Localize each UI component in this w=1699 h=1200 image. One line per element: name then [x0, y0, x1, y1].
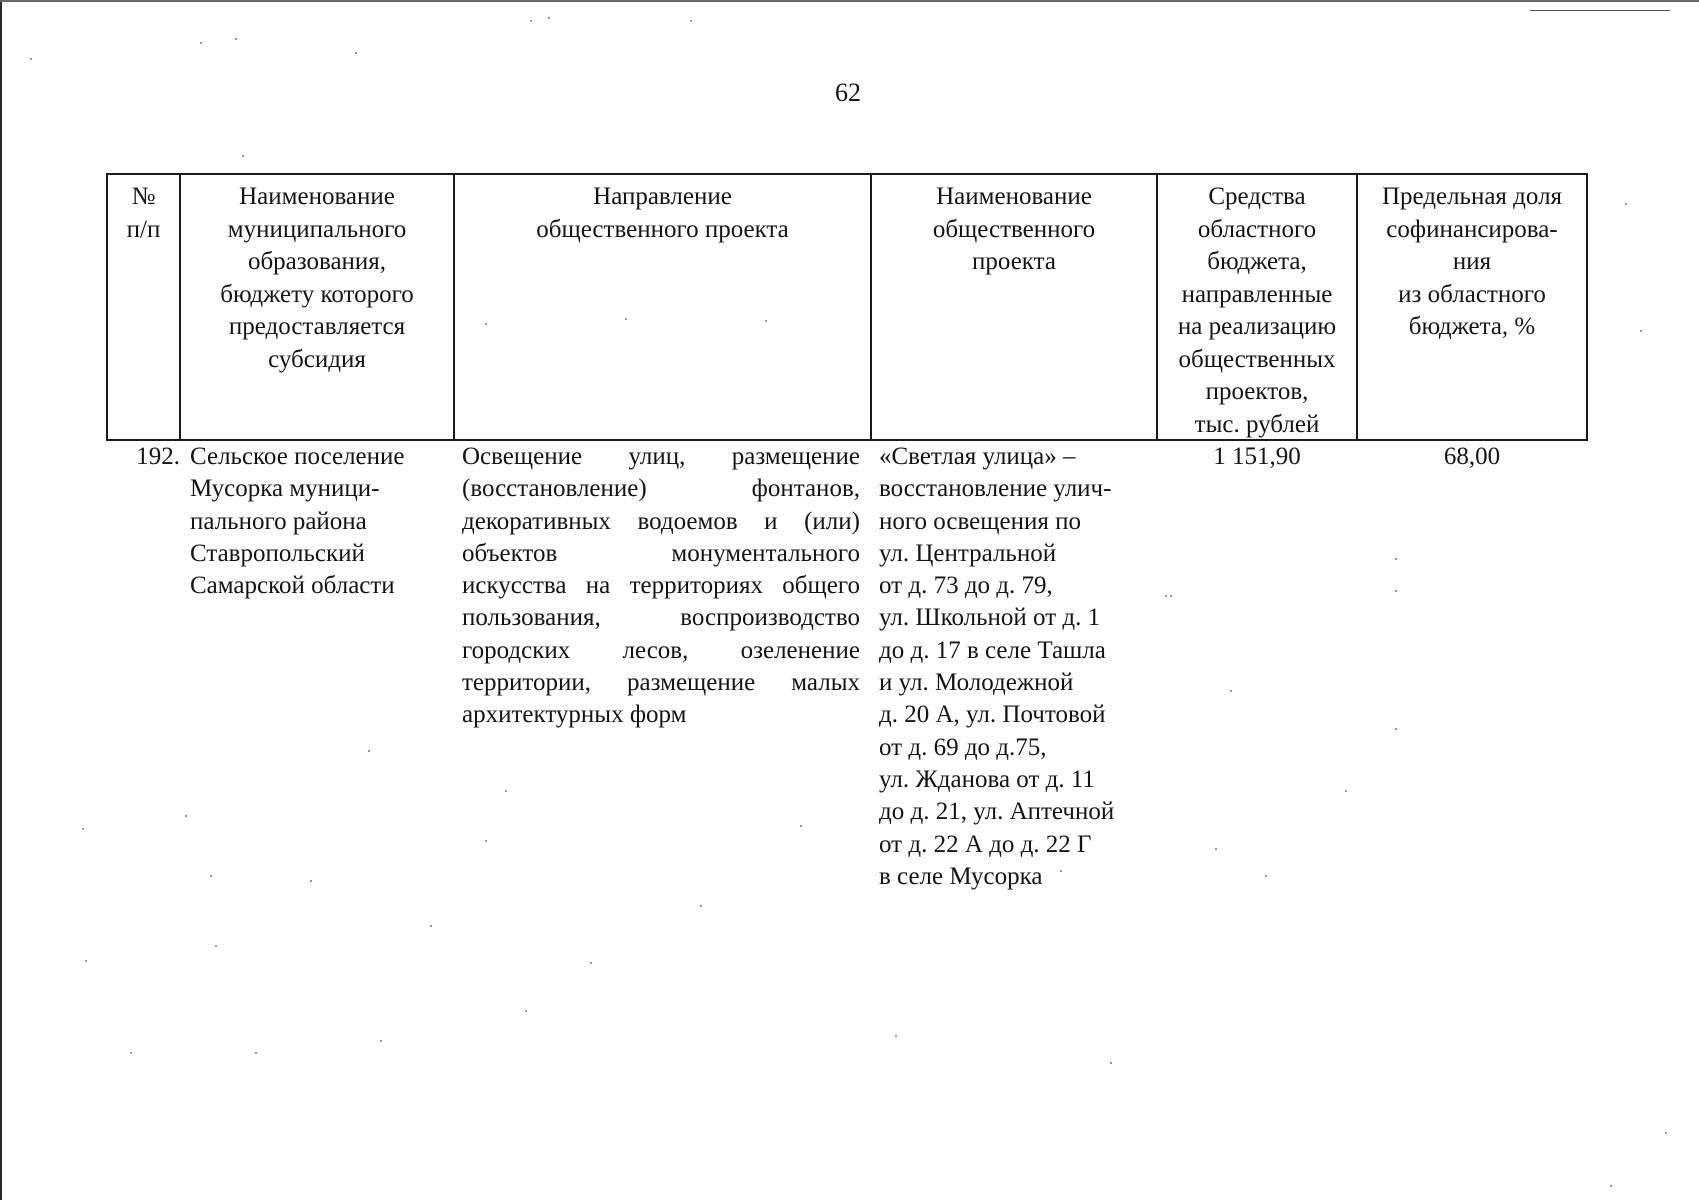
- header-project-name: Наименование общественного проекта: [932, 183, 1096, 275]
- row-direction: Освещение улиц, размещение (восстановление) фонтанов, декоративных водоемов и (или) объектов монументального искусства на территориях общего пользования, воспроизводство городских лесов, озеленение территории, размещение малых архитектурных форм: [462, 443, 860, 729]
- row-num: 192.: [136, 443, 180, 470]
- header-num: № п/п: [126, 183, 161, 243]
- table-header: [106, 173, 1588, 441]
- row-max-share: 68,00: [1443, 443, 1501, 470]
- scan-top-edge: [0, 0, 1699, 2]
- header-max-share: Предельная доля софинансирова- ния из областного бюджета, %: [1381, 183, 1563, 340]
- row-funds: 1 151,90: [1213, 443, 1301, 470]
- scan-left-edge: [0, 0, 2, 1200]
- page-number: 62: [835, 78, 861, 107]
- row-project-name: «Светлая улица» – восстановление улич- ного освещения по ул. Центральной от д. 73 до д. 79, ул. Школьной от д. 1 до д. 17 в селе Ташла и ул. Молодежной д. 20 А, ул. Почтовой от д. 69 до д.75, ул. Жданова от д. 11 до д. 21, ул. Аптечной от д. 22 А до д. 22 Г в селе Мусорка: [879, 443, 1115, 890]
- header-funds: Средства областного бюджета, направленные на реализацию общественных проектов, тыс. рублей: [1177, 183, 1337, 438]
- header-municipality: Наименование муниципального образования, бюджету которого предоставляется субсидия: [220, 183, 414, 373]
- header-direction: Направление общественного проекта: [536, 183, 789, 243]
- row-municipality: Сельское поселение Мусорка муници- пального района Ставропольский Самарской области: [190, 443, 405, 600]
- scan-mark: [1530, 10, 1670, 11]
